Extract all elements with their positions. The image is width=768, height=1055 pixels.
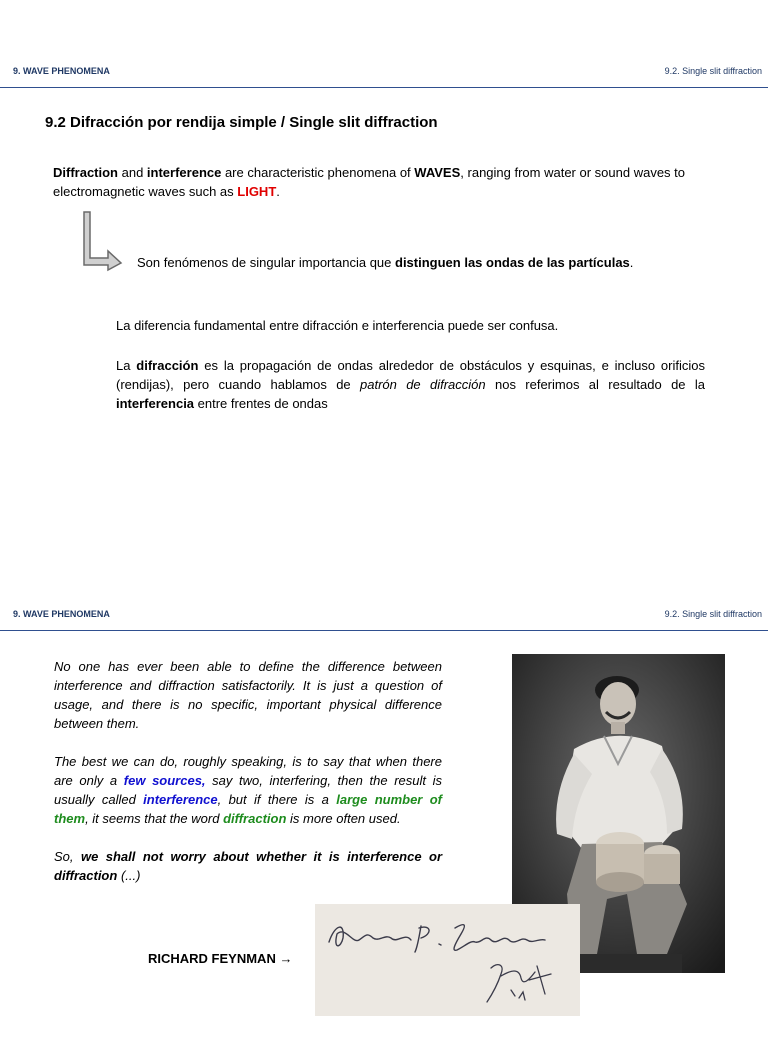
emphasis: we shall not worry about whether it is interference or diffraction xyxy=(54,849,443,883)
term-diffraction: diffraction xyxy=(223,811,287,826)
text: and xyxy=(118,165,147,180)
text: is more often used. xyxy=(286,811,401,826)
quote-paragraph-1: No one has ever been able to define the difference between interference and diffraction satisfactorily. It is just a question of usage, and there is no specific, important physical difference between them. xyxy=(54,659,442,731)
term-diffraction: Diffraction xyxy=(53,165,118,180)
quote-paragraph-2 xyxy=(54,752,442,828)
text: Son fenómenos de singular importancia que xyxy=(137,255,395,270)
text: La xyxy=(116,358,137,373)
term-light: LIGHT xyxy=(237,184,277,199)
header-divider xyxy=(0,87,768,88)
slide-1 xyxy=(0,0,768,512)
quote-paragraph-3 xyxy=(54,847,442,885)
diffraction-definition-paragraph xyxy=(116,356,705,413)
term-patron: patrón de difracción xyxy=(360,377,486,392)
slide-title: 9.2 Difracción por rendija simple / Single slit diffraction xyxy=(45,114,438,131)
subsection-header: 9.2. Single slit diffraction xyxy=(664,66,762,76)
intro-paragraph xyxy=(53,163,705,201)
turn-down-right-arrow-icon xyxy=(80,210,124,272)
term-interferencia: interferencia xyxy=(116,396,195,411)
spanish-note xyxy=(137,255,633,270)
text: (...) xyxy=(117,868,141,883)
text: So, xyxy=(54,849,81,864)
difference-paragraph: La diferencia fundamental entre difracción e interferencia puede ser confusa. xyxy=(116,318,559,333)
text: es la propagación de ondas alrededor de obstáculos y esquinas, e incluso orificios (rendijas), pero cuando hablamos de xyxy=(116,358,705,392)
text: nos referimos al resultado de la xyxy=(485,377,705,392)
term-waves: WAVES xyxy=(414,165,461,180)
emphasis: distinguen las ondas de las partículas xyxy=(395,255,630,270)
author-name: RICHARD FEYNMAN → xyxy=(148,951,293,966)
term-large-number: large number of them xyxy=(54,792,442,826)
term-interference: interference xyxy=(146,165,222,180)
feynman-signature-image xyxy=(315,904,580,1016)
term-difraccion: difracción xyxy=(136,358,199,373)
term-few-sources: few sources, xyxy=(123,773,206,788)
section-header: 9. WAVE PHENOMENA xyxy=(13,609,110,619)
section-header: 9. WAVE PHENOMENA xyxy=(13,66,110,76)
term-interference: interference xyxy=(143,792,218,807)
text: The best we can do, roughly speaking, is to say that when there are only a xyxy=(54,754,442,788)
text: entre frentes de ondas xyxy=(194,396,328,411)
text: , ranging from water or sound waves to electromagnetic waves such as xyxy=(53,165,686,199)
subsection-header: 9.2. Single slit diffraction xyxy=(664,609,762,619)
feynman-quote xyxy=(54,657,442,904)
text: say two, interfering, then the result is usually called xyxy=(54,773,443,807)
header-divider xyxy=(0,630,768,631)
text: , it seems that the word xyxy=(85,811,224,826)
text: , but if there is a xyxy=(217,792,337,807)
text: . xyxy=(629,255,634,270)
text: are characteristic phenomena of xyxy=(221,165,415,180)
text: . xyxy=(276,184,280,199)
